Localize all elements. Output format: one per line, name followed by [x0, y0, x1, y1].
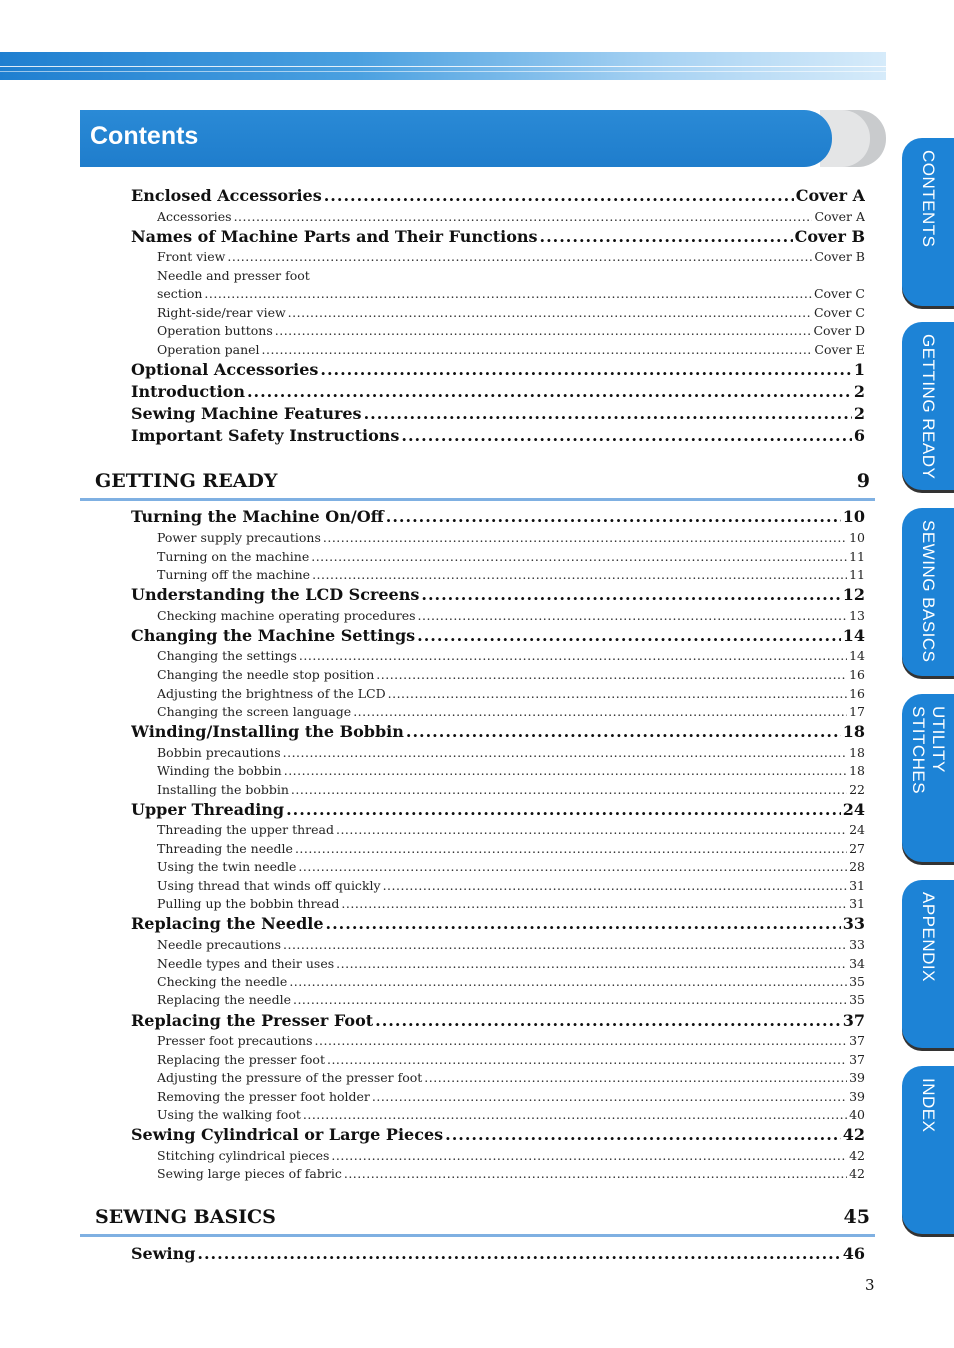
toc-subentry[interactable]: Using the walking foot ..... 40 [157, 1107, 865, 1125]
toc-subentry[interactable]: Installing the bobbin ..... 22 [157, 782, 865, 800]
toc-subentry[interactable]: Power supply precautions ..... 10 [157, 530, 865, 548]
toc-subentry[interactable]: Checking machine operating procedures ..... 13 [157, 608, 865, 626]
section-name: SEWING BASICS [95, 1206, 276, 1228]
toc-subentry[interactable]: Turning off the machine ..... 11 [157, 567, 865, 585]
toc-entry[interactable]: Introduction ..... 2 [131, 382, 865, 403]
toc-subentry[interactable]: Stitching cylindrical pieces ..... 42 [157, 1148, 865, 1166]
band-line [0, 71, 886, 72]
toc-entry[interactable]: Turning the Machine On/Off ..... 10 [131, 507, 865, 528]
tab-label: GETTING READY [919, 334, 938, 480]
toc-subentry[interactable]: Replacing the needle ..... 35 [157, 992, 865, 1010]
toc-entry[interactable]: Replacing the Needle ..... 33 [131, 914, 865, 935]
toc-subentry[interactable]: Presser foot precautions ..... 37 [157, 1033, 865, 1051]
toc-entry[interactable]: Replacing the Presser Foot ..... 37 [131, 1011, 865, 1032]
toc-subentry[interactable]: Threading the upper thread ..... 24 [157, 822, 865, 840]
toc-subentry[interactable]: Turning on the machine ..... 11 [157, 549, 865, 567]
toc-subentry-line: Needle and presser foot [157, 268, 310, 283]
toc-subentry[interactable]: Bobbin precautions ..... 18 [157, 745, 865, 763]
toc-subentry[interactable]: Changing the settings ..... 14 [157, 648, 865, 666]
page-number: 3 [865, 1276, 875, 1294]
tab-label: APPENDIX [919, 892, 938, 982]
tab-sewing-basics[interactable] [902, 508, 954, 676]
tab-label: INDEX [919, 1078, 938, 1133]
toc-entry[interactable]: Winding/Installing the Bobbin ..... 18 [131, 722, 865, 743]
section-rule [80, 498, 875, 501]
toc-entry[interactable]: Sewing Machine Features ..... 2 [131, 404, 865, 425]
toc-entry[interactable]: Optional Accessories ..... 1 [131, 360, 865, 381]
toc-subentry[interactable]: Right-side/rear view ..... Cover C [157, 305, 865, 323]
top-decorative-band [0, 52, 886, 80]
section-header-sewing-basics[interactable] [95, 1206, 870, 1232]
toc-entry[interactable]: Changing the Machine Settings ..... 14 [131, 626, 865, 647]
section-name: GETTING READY [95, 470, 278, 492]
toc-entry[interactable]: Sewing Cylindrical or Large Pieces ..... 42 [131, 1125, 865, 1146]
toc-subentry[interactable]: Changing the screen language ..... 17 [157, 704, 865, 722]
toc-subentry[interactable]: Front view ..... Cover B [157, 249, 865, 267]
tab-index[interactable] [902, 1066, 954, 1234]
tab-label: CONTENTS [919, 150, 938, 248]
toc-subentry[interactable]: Using the twin needle ..... 28 [157, 859, 865, 877]
tab-appendix[interactable] [902, 880, 954, 1048]
toc-entry[interactable]: Understanding the LCD Screens ..... 12 [131, 585, 865, 606]
toc-subentry[interactable]: Checking the needle ..... 35 [157, 974, 865, 992]
band-line [0, 66, 886, 67]
tab-label: SEWING BASICS [919, 520, 938, 663]
toc-subentry[interactable]: Operation panel ..... Cover E [157, 342, 865, 360]
toc-subentry[interactable]: Pulling up the bobbin thread ..... 31 [157, 896, 865, 914]
toc-entry[interactable]: Important Safety Instructions ..... 6 [131, 426, 865, 447]
toc-subentry[interactable]: Adjusting the pressure of the presser foot ..... 39 [157, 1070, 865, 1088]
toc-subentry[interactable]: Sewing large pieces of fabric ..... 42 [157, 1166, 865, 1184]
section-rule [80, 1234, 875, 1237]
toc-entry[interactable]: Sewing ..... 46 [131, 1244, 865, 1265]
toc-subentry[interactable]: Removing the presser foot holder ..... 39 [157, 1089, 865, 1107]
toc-subentry[interactable]: Operation buttons ..... Cover D [157, 323, 865, 341]
tab-contents[interactable] [902, 138, 954, 306]
toc-subentry[interactable]: Replacing the presser foot ..... 37 [157, 1052, 865, 1070]
page-title: Contents [90, 122, 199, 150]
toc-subentry[interactable]: Winding the bobbin ..... 18 [157, 763, 865, 781]
toc-subentry[interactable]: Accessories ..... Cover A [157, 209, 865, 227]
toc-entry[interactable]: Upper Threading ..... 24 [131, 800, 865, 821]
toc-subentry[interactable]: Changing the needle stop position ..... 16 [157, 667, 865, 685]
toc-subentry[interactable]: Needle types and their uses ..... 34 [157, 956, 865, 974]
tab-utility-stitches[interactable] [902, 694, 954, 862]
tab-getting-ready[interactable] [902, 322, 954, 490]
toc-subentry[interactable]: Threading the needle ..... 27 [157, 841, 865, 859]
toc-entry[interactable]: Enclosed Accessories ..... Cover A [131, 186, 865, 207]
section-page: 45 [843, 1206, 870, 1228]
toc-subentry[interactable]: Needle precautions ..... 33 [157, 937, 865, 955]
tab-label: UTILITY STITCHES [909, 706, 948, 795]
toc-subentry[interactable]: section ..... Cover C [157, 286, 865, 304]
contents-banner [80, 110, 832, 167]
toc-entry[interactable]: Names of Machine Parts and Their Functions ..... Cover B [131, 227, 865, 248]
toc-subentry[interactable]: Adjusting the brightness of the LCD ..... 16 [157, 686, 865, 704]
section-page: 9 [856, 470, 870, 492]
section-header-getting-ready[interactable] [95, 470, 870, 496]
toc-subentry[interactable]: Using thread that winds off quickly ..... 31 [157, 878, 865, 896]
